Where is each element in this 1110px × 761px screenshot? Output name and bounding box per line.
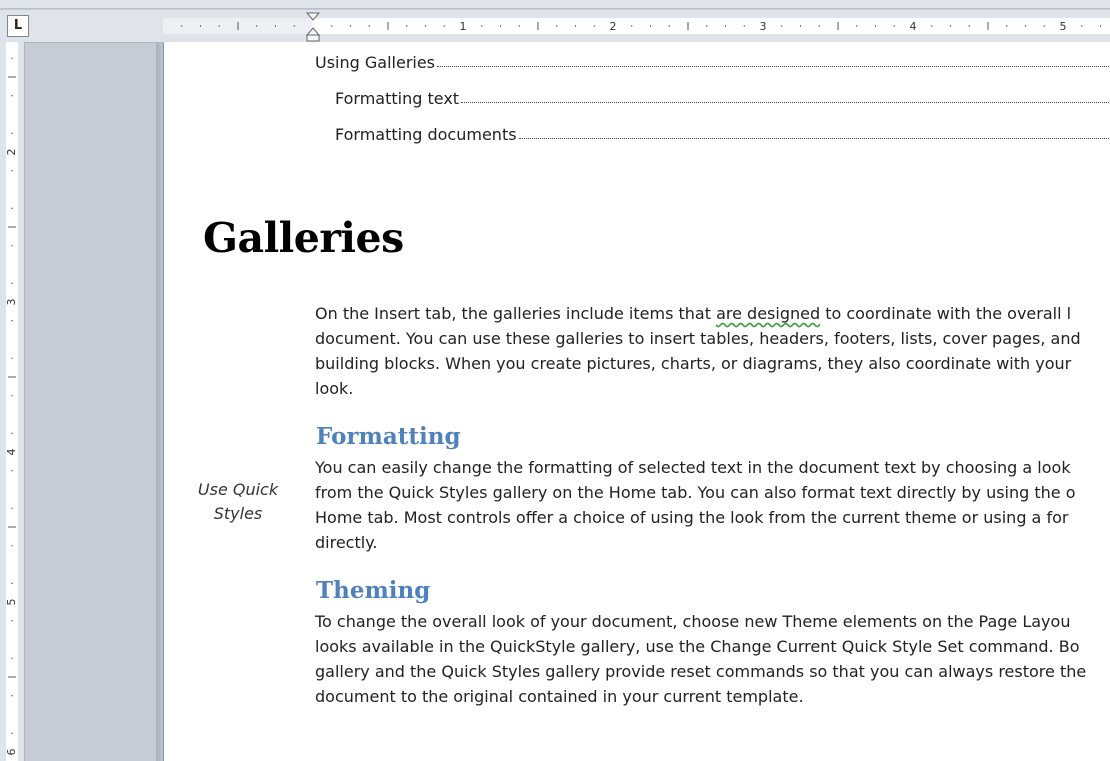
formatting-paragraph [315, 455, 1110, 555]
margin-note-line: Styles [213, 504, 263, 523]
paragraph-line: gallery and the Quick Styles gallery provide reset commands so that you can always restore the [315, 662, 1087, 681]
margin-note [184, 478, 292, 526]
toc-entry[interactable] [335, 89, 1110, 108]
document-page[interactable] [163, 42, 1110, 761]
intro-paragraph [315, 301, 1110, 401]
ruler-corner [0, 10, 39, 43]
paragraph-line: You can easily change the formatting of selected text in the document text by choosing a look [315, 458, 1071, 477]
paragraph-line: Home tab. Most controls offer a choice of using the look from the current theme or using a for [315, 508, 1069, 527]
toc-entry[interactable] [335, 125, 1110, 144]
toc-leader [461, 101, 1110, 103]
paragraph-line: document to the original contained in your current template. [315, 687, 804, 706]
section-heading-theming: Theming [316, 577, 431, 604]
margin-note-line: Use Quick [197, 480, 279, 499]
vertical-ruler[interactable] [0, 42, 25, 761]
vertical-ruler-graphic [0, 42, 24, 761]
toc-leader [519, 137, 1110, 139]
theming-paragraph [315, 609, 1110, 709]
toc-entry-text: Using Galleries [315, 53, 436, 72]
paragraph-line: To change the overall look of your document, choose new Theme elements on the Page Layou [315, 612, 1071, 631]
toc-entry-text: Formatting documents [335, 125, 517, 144]
paragraph-line: directly. [315, 533, 378, 552]
ruler-number: 5 [1059, 20, 1067, 33]
paragraph-line: On the Insert tab, the galleries include items that are designed to coordinate with the overall l [315, 304, 1072, 323]
ruler-number: 2 [5, 148, 18, 156]
left-indent-marker [307, 35, 319, 41]
window-top-strip [0, 0, 1110, 9]
paragraph-line: from the Quick Styles gallery on the Home tab. You can also format text directly by using the o [315, 483, 1076, 502]
paragraph-line: document. You can use these galleries to insert tables, headers, footers, lists, cover pages, and [315, 329, 1081, 348]
toc-entry[interactable] [315, 53, 1110, 72]
ruler-number: 3 [759, 20, 767, 33]
toc-entry-text: Formatting text [335, 89, 460, 108]
paragraph-line: looks available in the QuickStyle gallery, use the Change Current Quick Style Set command. Bo [315, 637, 1080, 656]
ruler-number: 4 [909, 20, 917, 33]
ruler-number: 6 [5, 748, 18, 756]
ruler-number: 1 [459, 20, 467, 33]
horizontal-ruler-graphic [38, 10, 1110, 42]
section-heading-formatting: Formatting [316, 423, 461, 450]
toc-leader [437, 65, 1110, 67]
tab-stop-left-icon[interactable]: L [7, 15, 29, 37]
document-heading: Galleries [203, 214, 404, 262]
paragraph-line: building blocks. When you create pictures, charts, or diagrams, they also coordinate with your [315, 354, 1072, 373]
ruler-number: 2 [609, 20, 617, 33]
grammar-squiggle[interactable]: are designed [716, 304, 821, 323]
ruler-number: 3 [5, 298, 18, 306]
ruler-number: 4 [5, 448, 18, 456]
horizontal-ruler[interactable] [38, 10, 1110, 43]
paragraph-line: look. [315, 379, 354, 398]
ruler-number: 5 [5, 598, 18, 606]
